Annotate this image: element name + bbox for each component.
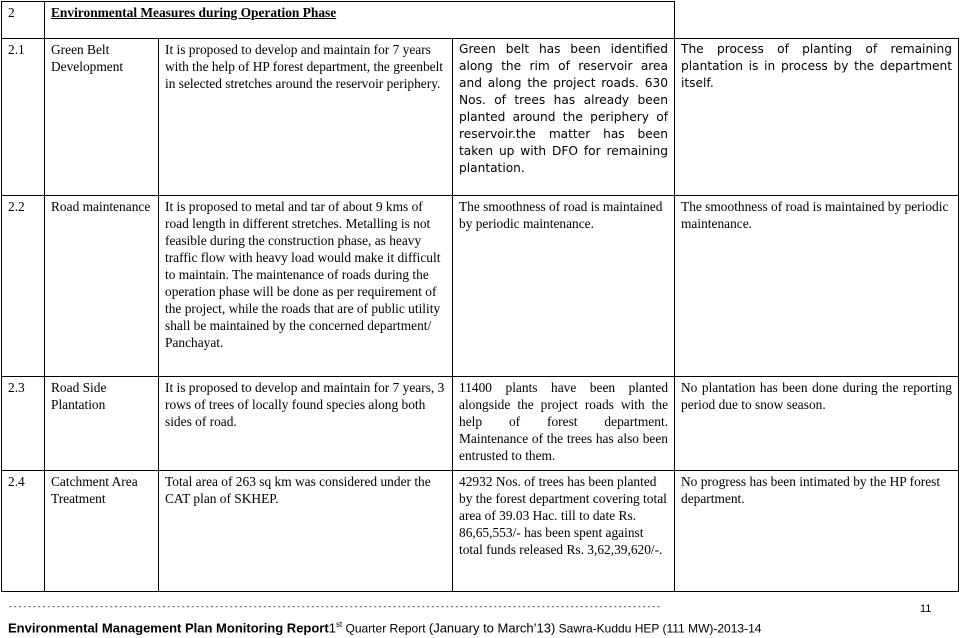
table-row — [2, 471, 959, 592]
page-number: 11 — [920, 603, 932, 615]
row-number: 2.4 — [2, 471, 45, 592]
report-title: Environmental Management Plan Monitoring Report — [8, 620, 329, 636]
environmental-measures-table — [1, 1, 959, 592]
implementation-status: 42932 Nos. of trees has been planted by the forest department covering total area of 39.03 Hac. till to date Rs. 86,65,553/- has been spent against total funds released Rs. 3,62,39,620/-. — [453, 471, 675, 592]
footer-rule: ---------------------------------------------------------------------------------------------------------------------------------------- — [8, 603, 661, 612]
quarter-number: 1 — [328, 620, 336, 636]
measure-name: Road Side Plantation — [45, 377, 159, 471]
proposed-measure: It is proposed to develop and maintain for 7 years, 3 rows of trees of locally found species along both sides of road. — [159, 377, 453, 471]
project-name: Sawra-Kuddu HEP (111 MW)-2013-14 — [555, 621, 762, 636]
remarks: The smoothness of road is maintained by periodic maintenance. — [675, 196, 959, 377]
implementation-status: Green belt has been identified along the rim of reservoir area and along the project roads. 630 Nos. of trees has already been planted around the periphery of reservoir.the matter has been taken up with DFO for remaining plantation. — [453, 39, 675, 196]
section-number: 2 — [2, 2, 45, 39]
measure-name: Green Belt Development — [45, 39, 159, 196]
quarter-label: Quarter Report — [342, 621, 429, 636]
proposed-measure: It is proposed to develop and maintain for 7 years with the help of HP forest department, the greenbelt in selected stretches around the reservoir periphery. — [159, 39, 453, 196]
table-row — [2, 39, 959, 196]
report-period: (January to March’13) — [428, 620, 556, 636]
quarter-suffix: st — [335, 620, 343, 629]
header-blank-cell — [675, 2, 959, 39]
row-number: 2.2 — [2, 196, 45, 377]
proposed-measure: Total area of 263 sq km was considered under the CAT plan of SKHEP. — [159, 471, 453, 592]
section-header-row — [2, 2, 959, 39]
proposed-measure: It is proposed to metal and tar of about 9 kms of road length in different stretches. Metalling is not feasible during the construction phase, as heavy traffic flow with heavy load would make it difficult to maintain. The maintenance of roads during the operation phase will be done as per requirement of the project, while the roads that are of public utility shall be maintained by the concerned department/ Panchayat. — [159, 196, 453, 377]
row-number: 2.1 — [2, 39, 45, 196]
page-footer — [8, 620, 761, 635]
section-title: Environmental Measures during Operation Phase — [45, 2, 675, 39]
row-number: 2.3 — [2, 377, 45, 471]
implementation-status: 11400 plants have been planted alongside the project roads with the help of forest department. Maintenance of the trees has also been entrusted to them. — [453, 377, 675, 471]
table-row — [2, 377, 959, 471]
measure-name: Catchment Area Treatment — [45, 471, 159, 592]
remarks: No progress has been intimated by the HP forest department. — [675, 471, 959, 592]
table-row — [2, 196, 959, 377]
remarks: No plantation has been done during the reporting period due to snow season. — [675, 377, 959, 471]
implementation-status: The smoothness of road is maintained by periodic maintenance. — [453, 196, 675, 377]
measure-name: Road maintenance — [45, 196, 159, 377]
remarks: The process of planting of remaining plantation is in process by the department itself. — [675, 39, 959, 196]
